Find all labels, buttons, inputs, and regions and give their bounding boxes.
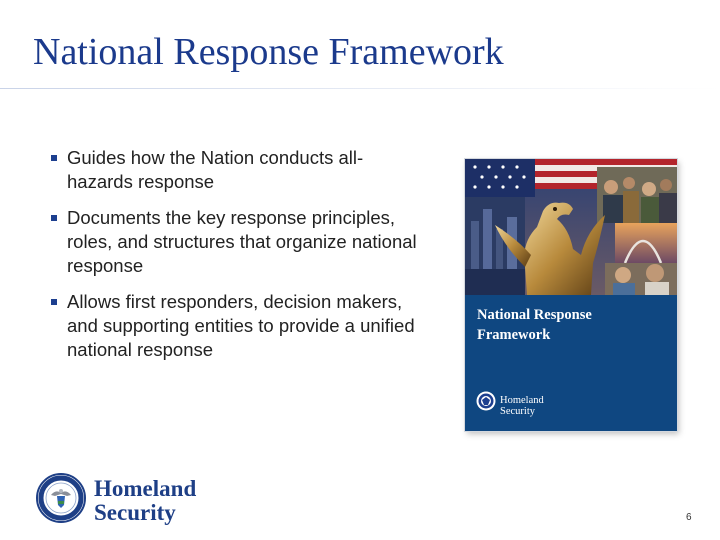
square-bullet-icon [51,299,57,305]
bullet-text: Allows first responders, decision makers, and supporting entities to provide a unified national response [67,291,415,360]
cover-org-line: Security [500,406,535,417]
bullet-item [48,206,420,278]
footer-org-line: Security [94,500,176,525]
cover-photo-collage [465,159,677,295]
nrf-cover-image [465,159,677,431]
page-number: 6 [686,512,692,523]
square-bullet-icon [51,155,57,161]
dhs-seal-icon [36,473,86,523]
cover-title-line: National Response [477,307,592,323]
square-bullet-icon [51,215,57,221]
bullet-text: Documents the key response principles, roles, and structures that organize national response [67,207,417,276]
cover-title [477,305,667,345]
bullet-item [48,146,420,194]
cover-title-line: Framework [477,327,551,343]
footer-org-name [94,477,196,525]
cover-org-line: Homeland [500,395,544,406]
dhs-seal-icon [476,391,496,411]
title-divider [0,88,720,89]
cover-org-name [500,395,590,417]
slide-title: National Response Framework [33,31,504,73]
bullet-item [48,290,420,362]
bullet-text: Guides how the Nation conducts all-hazards response [67,147,364,192]
bullet-list [48,146,420,374]
footer-org-line: Homeland [94,476,197,501]
